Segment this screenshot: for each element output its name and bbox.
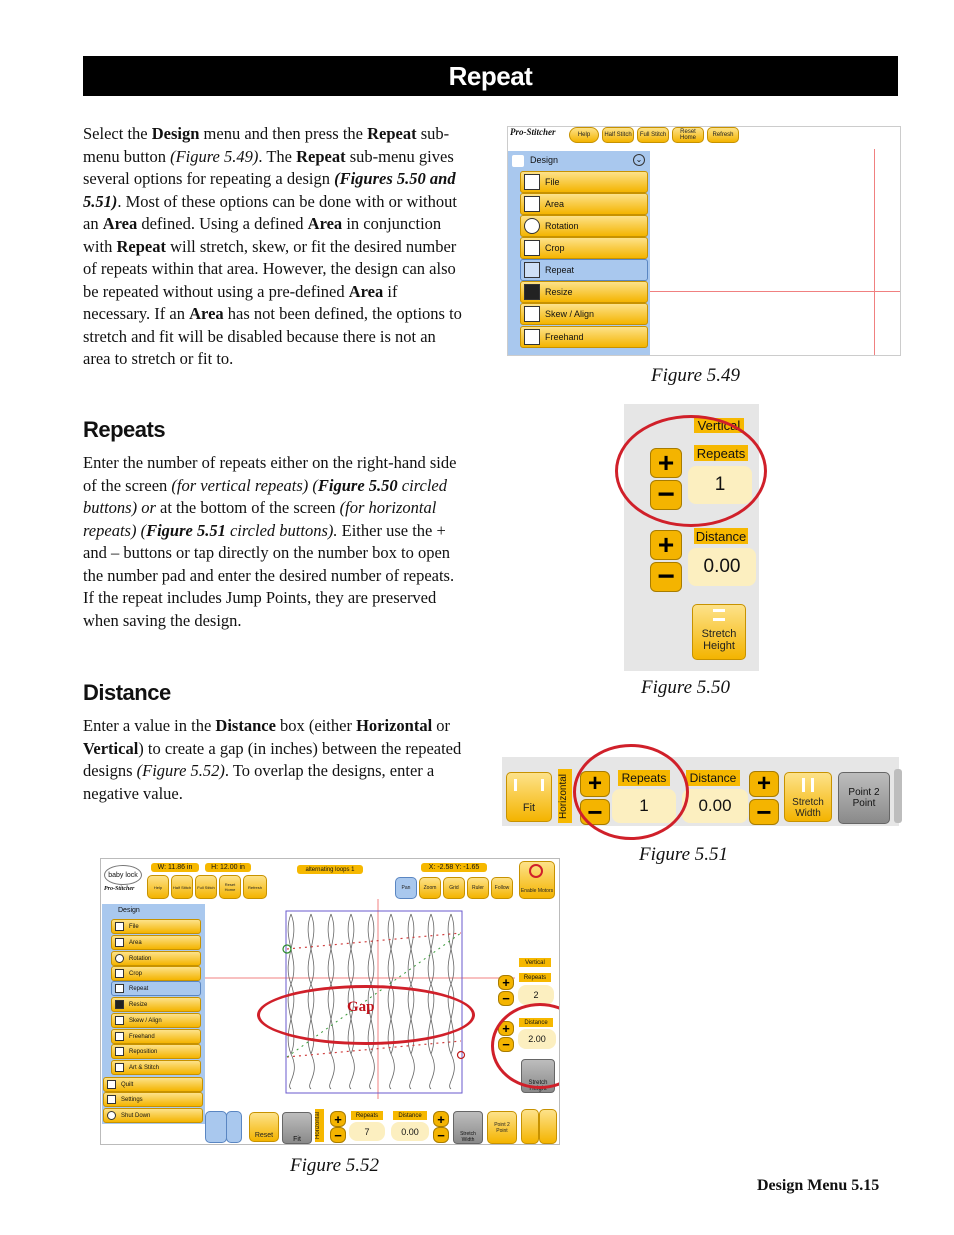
- repeats-label: Repeats: [351, 1111, 383, 1120]
- logo: baby lock: [104, 865, 142, 885]
- h-repeats-plus-button[interactable]: +: [330, 1111, 346, 1127]
- menu-item-skew-align[interactable]: Skew / Align: [520, 303, 648, 325]
- menu-item-rotation[interactable]: Rotation: [111, 951, 201, 966]
- v-repeats-plus-button[interactable]: +: [498, 975, 514, 990]
- distance-label: Distance: [393, 1111, 427, 1120]
- distance-paragraph: Enter a value in the Distance box (either Horizontal or Vertical) to create a gap (in inches) between the repeated designs (Figure 5.52). To overlap the designs, enter a negative value.: [83, 716, 462, 803]
- h-distance-minus-button[interactable]: −: [433, 1127, 449, 1143]
- vertical-label: Vertical: [519, 958, 551, 967]
- menu-item-freehand[interactable]: Freehand: [520, 326, 648, 348]
- width-readout: W: 11.86 in: [151, 863, 199, 872]
- vertical-label: Vertical: [694, 418, 744, 433]
- horizontal-label: Horizontal: [558, 769, 572, 823]
- next-button-partial: [894, 769, 902, 823]
- h-repeats-input[interactable]: 7: [349, 1122, 385, 1141]
- v-repeats-input[interactable]: 2: [518, 985, 554, 1005]
- half-stitch-button[interactable]: Half Stitch: [171, 875, 193, 899]
- freehand-icon: [115, 1032, 124, 1041]
- h-distance-input[interactable]: 0.00: [391, 1122, 429, 1141]
- section-shut-down[interactable]: Shut Down: [103, 1108, 203, 1123]
- crosshair-vertical: [874, 149, 875, 355]
- menu-item-repeat[interactable]: Repeat: [111, 981, 201, 996]
- reset-home-button[interactable]: Reset Home: [219, 875, 241, 899]
- file-icon: [115, 922, 124, 931]
- distance-plus-button[interactable]: +: [650, 530, 682, 560]
- undo-button[interactable]: [521, 1109, 539, 1144]
- v-distance-input[interactable]: 2.00: [518, 1029, 556, 1049]
- h-repeats-minus-button[interactable]: −: [330, 1127, 346, 1143]
- file-icon: [524, 174, 540, 190]
- menu-item-file[interactable]: File: [111, 919, 201, 934]
- stretch-width-icon: [802, 778, 814, 792]
- point-to-point-button[interactable]: Point 2 Point: [487, 1111, 517, 1144]
- end-point-marker: [458, 1052, 465, 1059]
- brand-label: Pro-Stitcher: [104, 886, 135, 892]
- page-title: Repeat: [448, 60, 533, 91]
- zoom-button[interactable]: Zoom: [419, 877, 441, 899]
- stretch-height-button[interactable]: Stretch Height: [521, 1059, 555, 1093]
- h-distance-plus-button[interactable]: +: [433, 1111, 449, 1127]
- design-menu-title: Design: [118, 907, 140, 914]
- menu-item-crop[interactable]: Crop: [111, 966, 201, 981]
- redo-button[interactable]: [539, 1109, 557, 1144]
- design-button[interactable]: [205, 1111, 227, 1143]
- distance-label: Distance: [695, 528, 747, 544]
- v-distance-plus-button[interactable]: +: [498, 1021, 514, 1036]
- area-icon: [524, 196, 540, 212]
- repeats-paragraph: Enter the number of repeats either on the right-hand side of the screen (for vertical repeats) (Figure 5.50 circled buttons) or at the bottom of the screen (for horizontal repeats) (Figure 5.51 circled buttons). Either use the + and – buttons or tap directly on the number box to open the number pad and enter the desired number of repeats. If the repeat includes Jump Points, they are preserved when saving the design.: [83, 453, 457, 630]
- figure-caption-5-51: Figure 5.51: [639, 844, 729, 865]
- v-repeats-minus-button[interactable]: −: [498, 991, 514, 1006]
- menu-item-area[interactable]: Area: [520, 193, 648, 215]
- repeats-minus-button[interactable]: −: [580, 799, 610, 825]
- menu-item-resize[interactable]: Resize: [520, 281, 648, 303]
- gap-label: Gap: [347, 999, 375, 1015]
- distance-label: Distance: [686, 770, 740, 786]
- stretch-width-button[interactable]: Stretch Width: [453, 1111, 483, 1144]
- full-stitch-button[interactable]: Full Stitch: [195, 875, 217, 899]
- distance-minus-button[interactable]: −: [650, 562, 682, 592]
- menu-item-skew-align[interactable]: Skew / Align: [111, 1013, 201, 1028]
- distance-heading: Distance: [83, 680, 171, 705]
- stretch-width-label: Stretch Width: [792, 797, 824, 819]
- menu-item-area[interactable]: Area: [111, 935, 201, 950]
- figure-5-49: [507, 126, 901, 356]
- menu-item-freehand[interactable]: Freehand: [111, 1029, 201, 1044]
- page-footer: Design Menu 5.15: [757, 1177, 880, 1194]
- follow-button[interactable]: Follow: [491, 877, 513, 899]
- pan-button[interactable]: Pan: [395, 877, 417, 899]
- menu-item-rotation[interactable]: Rotation: [520, 215, 648, 237]
- menu-item-crop[interactable]: Crop: [520, 237, 648, 259]
- section-settings[interactable]: Settings: [103, 1092, 203, 1107]
- intro-paragraph: Select the Design menu and then press the Repeat sub-menu button (Figure 5.49). The Repeat sub-menu gives several options for repeating a design (Figures 5.50 and 5.51). Most of these options can be done with or without an Area defined. Using a defined Area in conjunction with Repeat will stretch, skew, or fit the desired number of repeats within that area. However, the design can also be repeated without using a pre-defined Area if necessary. If an Area has not been defined, the options to stretch and fit will be disabled because there is not an area to stretch or fit to.: [83, 124, 462, 368]
- menu-item-art-stitch[interactable]: Art & Stitch: [111, 1060, 201, 1075]
- highlight-circle: [573, 744, 689, 840]
- repeats-input[interactable]: 1: [688, 466, 752, 504]
- menu-item-reposition[interactable]: Reposition: [111, 1044, 201, 1059]
- settings-icon: [107, 1095, 116, 1104]
- fit-button[interactable]: Fit: [282, 1112, 312, 1144]
- distance-minus-button[interactable]: −: [749, 799, 779, 825]
- menu-item-file[interactable]: File: [520, 171, 648, 193]
- menu-item-resize[interactable]: Resize: [111, 997, 201, 1012]
- repeats-label: Repeats: [618, 770, 670, 786]
- ruler-button[interactable]: Ruler: [467, 877, 489, 899]
- figure-caption-5-52: Figure 5.52: [290, 1155, 380, 1176]
- refresh-button[interactable]: Refresh: [243, 875, 267, 899]
- full-stitch-button[interactable]: Full Stitch: [637, 127, 669, 143]
- coordinate-readout: X: -2.58 Y: -1.65: [421, 863, 487, 872]
- refresh-button[interactable]: Refresh: [707, 127, 739, 143]
- v-distance-minus-button[interactable]: −: [498, 1037, 514, 1052]
- design-menu-title: Design: [530, 155, 559, 165]
- repeats-plus-button[interactable]: +: [580, 771, 610, 797]
- figure-5-51: [502, 757, 899, 826]
- distance-plus-button[interactable]: +: [749, 771, 779, 797]
- repeat-icon: [524, 262, 540, 278]
- chevron-down-icon[interactable]: ⌄: [633, 154, 645, 166]
- horizontal-label: Horizontal: [315, 1109, 324, 1142]
- area-icon: [115, 938, 124, 947]
- crop-icon: [524, 240, 540, 256]
- design-name-label: alternating loops 1: [297, 865, 363, 874]
- figure-caption-5-50: Figure 5.50: [641, 677, 731, 698]
- repeats-label: Repeats: [519, 973, 551, 982]
- resize-icon: [524, 284, 540, 300]
- power-icon: [107, 1111, 116, 1120]
- help-button[interactable]: Help: [147, 875, 169, 899]
- repeats-input[interactable]: 1: [612, 789, 676, 823]
- enable-motors-label: Enable Motors: [520, 888, 554, 894]
- page-title-bar: [83, 56, 898, 96]
- rotation-icon: [115, 954, 124, 963]
- skew-align-icon: [524, 306, 540, 322]
- repeats-plus-button[interactable]: +: [650, 448, 682, 478]
- figure-caption-5-49: Figure 5.49: [651, 365, 741, 386]
- rotation-icon: [524, 218, 540, 234]
- reset-label: Reset: [254, 1131, 274, 1139]
- repeats-label: Repeats: [694, 445, 748, 461]
- fit-label: Fit: [522, 802, 536, 814]
- resize-icon: [115, 1000, 124, 1009]
- height-readout: H: 12.00 in: [205, 863, 251, 872]
- skew-align-icon: [115, 1016, 124, 1025]
- quilt-icon: [107, 1080, 116, 1089]
- freehand-icon: [524, 329, 540, 345]
- repeat-icon: [115, 984, 124, 993]
- reset-home-button[interactable]: Reset Home: [672, 127, 704, 143]
- reposition-icon: [115, 1047, 124, 1056]
- distance-input[interactable]: 0.00: [682, 789, 748, 823]
- stretch-height-icon: [713, 609, 725, 621]
- butterfly-icon: [512, 155, 524, 167]
- art-stitch-icon: [115, 1063, 124, 1072]
- box-button[interactable]: [226, 1111, 242, 1143]
- distance-label: Distance: [519, 1018, 553, 1027]
- brand-label: Pro-Stitcher: [510, 127, 556, 137]
- grid-button[interactable]: Grid: [443, 877, 465, 899]
- motor-icon: [529, 864, 543, 878]
- half-stitch-button[interactable]: Half Stitch: [602, 127, 634, 143]
- reset-button[interactable]: [249, 1112, 279, 1142]
- repeats-heading: Repeats: [83, 417, 166, 442]
- menu-item-repeat[interactable]: Repeat: [520, 259, 648, 281]
- highlight-circle: [615, 415, 767, 527]
- crop-icon: [115, 969, 124, 978]
- repeats-minus-button[interactable]: −: [650, 480, 682, 510]
- section-quilt[interactable]: Quilt: [103, 1077, 203, 1092]
- fit-icon: [514, 779, 544, 791]
- help-button[interactable]: Help: [569, 127, 599, 143]
- distance-input[interactable]: 0.00: [688, 548, 756, 586]
- stretch-height-label: Stretch Height: [701, 628, 737, 652]
- crosshair-horizontal: [650, 291, 900, 292]
- point-to-point-button[interactable]: Point 2 Point: [838, 772, 890, 824]
- figure-5-52: [100, 858, 560, 1145]
